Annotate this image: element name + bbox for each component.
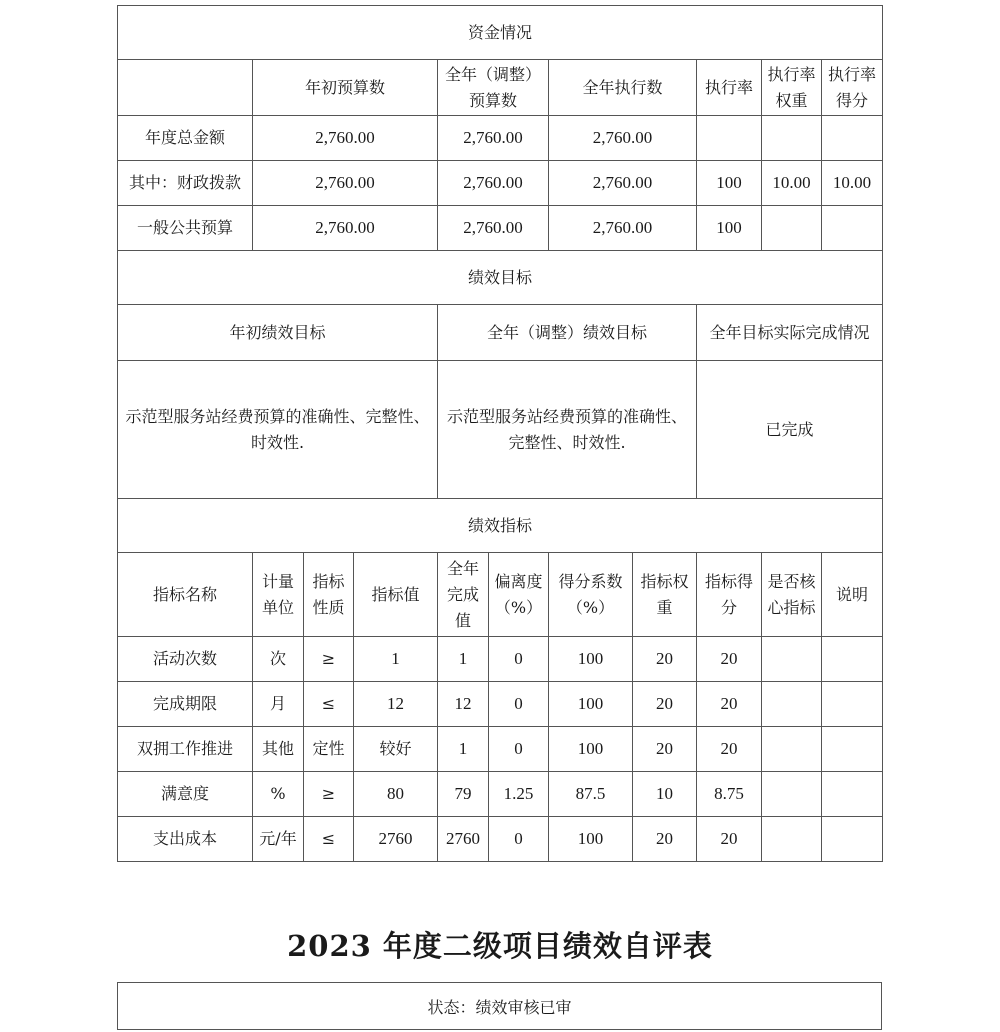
indicator-weight: 20 — [633, 682, 697, 727]
indicator-unit: 次 — [253, 637, 304, 682]
indicator-name: 活动次数 — [118, 637, 253, 682]
indicator-nature: ≥ — [304, 772, 354, 817]
table-row — [118, 817, 883, 862]
indicator-header: 指标值 — [354, 553, 438, 637]
funds-adjusted: 2,760.00 — [438, 116, 549, 161]
funds-executed: 2,760.00 — [549, 161, 697, 206]
indicator-target: 12 — [354, 682, 438, 727]
funds-weight — [762, 206, 822, 251]
funds-weight — [762, 116, 822, 161]
table-row — [118, 772, 883, 817]
indicator-score: 20 — [697, 817, 762, 862]
funds-header-executed: 全年执行数 — [549, 60, 697, 116]
indicator-core — [762, 772, 822, 817]
indicator-unit: 月 — [253, 682, 304, 727]
indicator-weight: 20 — [633, 637, 697, 682]
indicator-nature: ≤ — [304, 682, 354, 727]
indicator-score: 20 — [697, 637, 762, 682]
funds-header-score: 执行率得分 — [822, 60, 883, 116]
indicator-unit: 其他 — [253, 727, 304, 772]
funds-score — [822, 206, 883, 251]
indicator-note — [822, 727, 883, 772]
indicator-note — [822, 682, 883, 727]
adjusted-goal-text: 示范型服务站经费预算的准确性、完整性、时效性. — [438, 361, 697, 499]
indicator-deviation: 0 — [489, 682, 549, 727]
indicator-actual: 1 — [438, 637, 489, 682]
document-title: 2023 年度二级项目绩效自评表 — [287, 929, 713, 963]
funds-weight: 10.00 — [762, 161, 822, 206]
goal-completion-text: 已完成 — [697, 361, 883, 499]
indicator-actual: 2760 — [438, 817, 489, 862]
indicator-core — [762, 727, 822, 772]
indicator-note — [822, 817, 883, 862]
funds-row — [118, 206, 883, 251]
indicator-weight: 20 — [633, 817, 697, 862]
funds-score — [822, 116, 883, 161]
indicator-deviation: 0 — [489, 637, 549, 682]
indicator-score: 20 — [697, 682, 762, 727]
indicator-nature: 定性 — [304, 727, 354, 772]
indicator-note — [822, 637, 883, 682]
goals-header-adjusted: 全年（调整）绩效目标 — [438, 305, 697, 361]
indicator-header: 说明 — [822, 553, 883, 637]
indicator-actual: 79 — [438, 772, 489, 817]
indicator-unit: % — [253, 772, 304, 817]
table-row — [118, 682, 883, 727]
goals-header-initial: 年初绩效目标 — [118, 305, 438, 361]
indicator-core — [762, 682, 822, 727]
funds-row-label: 其中：财政拨款 — [118, 161, 253, 206]
funds-adjusted: 2,760.00 — [438, 206, 549, 251]
funds-row-label: 一般公共预算 — [118, 206, 253, 251]
indicator-header: 指标得分 — [697, 553, 762, 637]
funds-executed: 2,760.00 — [549, 206, 697, 251]
indicators-header-row — [118, 553, 883, 637]
indicator-header: 指标性质 — [304, 553, 354, 637]
indicator-name: 满意度 — [118, 772, 253, 817]
funds-rate: 100 — [697, 206, 762, 251]
indicator-target: 2760 — [354, 817, 438, 862]
indicator-name: 完成期限 — [118, 682, 253, 727]
indicator-header: 指标权重 — [633, 553, 697, 637]
goals-header-completion: 全年目标实际完成情况 — [697, 305, 883, 361]
indicator-deviation: 1.25 — [489, 772, 549, 817]
funds-row — [118, 116, 883, 161]
funds-rate: 100 — [697, 161, 762, 206]
indicator-coef: 100 — [549, 682, 633, 727]
performance-table — [117, 5, 883, 862]
indicator-target: 80 — [354, 772, 438, 817]
indicator-header: 全年完成值 — [438, 553, 489, 637]
funds-section-title: 资金情况 — [118, 6, 883, 60]
indicator-target: 较好 — [354, 727, 438, 772]
funds-initial: 2,760.00 — [253, 161, 438, 206]
status-text: 状态：绩效审核已审 — [118, 983, 882, 1030]
funds-adjusted: 2,760.00 — [438, 161, 549, 206]
indicator-header: 偏离度（%） — [489, 553, 549, 637]
indicator-score: 8.75 — [697, 772, 762, 817]
funds-header-adjusted: 全年（调整）预算数 — [438, 60, 549, 116]
funds-header-weight: 执行率权重 — [762, 60, 822, 116]
table-row — [118, 637, 883, 682]
indicator-coef: 87.5 — [549, 772, 633, 817]
indicator-score: 20 — [697, 727, 762, 772]
funds-initial: 2,760.00 — [253, 116, 438, 161]
funds-row-label: 年度总金额 — [118, 116, 253, 161]
indicator-coef: 100 — [549, 817, 633, 862]
funds-initial: 2,760.00 — [253, 206, 438, 251]
indicator-target: 1 — [354, 637, 438, 682]
indicators-section-title: 绩效指标 — [118, 499, 883, 553]
indicator-unit: 元/年 — [253, 817, 304, 862]
indicator-coef: 100 — [549, 727, 633, 772]
status-table — [117, 982, 882, 1030]
indicator-name: 支出成本 — [118, 817, 253, 862]
funds-rate — [697, 116, 762, 161]
indicator-weight: 20 — [633, 727, 697, 772]
indicator-note — [822, 772, 883, 817]
initial-goal-text: 示范型服务站经费预算的准确性、完整性、时效性. — [118, 361, 438, 499]
indicator-core — [762, 637, 822, 682]
indicator-core — [762, 817, 822, 862]
funds-header-blank — [118, 60, 253, 116]
indicator-weight: 10 — [633, 772, 697, 817]
indicator-deviation: 0 — [489, 727, 549, 772]
indicator-actual: 1 — [438, 727, 489, 772]
indicator-actual: 12 — [438, 682, 489, 727]
goals-section-title: 绩效目标 — [118, 251, 883, 305]
indicator-nature: ≤ — [304, 817, 354, 862]
indicator-deviation: 0 — [489, 817, 549, 862]
funds-row — [118, 161, 883, 206]
indicator-header: 指标名称 — [118, 553, 253, 637]
indicator-header: 计量单位 — [253, 553, 304, 637]
funds-header-initial: 年初预算数 — [253, 60, 438, 116]
indicator-header: 得分系数（%） — [549, 553, 633, 637]
funds-executed: 2,760.00 — [549, 116, 697, 161]
table-row — [118, 727, 883, 772]
indicator-name: 双拥工作推进 — [118, 727, 253, 772]
indicator-coef: 100 — [549, 637, 633, 682]
indicator-header: 是否核心指标 — [762, 553, 822, 637]
indicator-nature: ≥ — [304, 637, 354, 682]
funds-header-rate: 执行率 — [697, 60, 762, 116]
funds-score: 10.00 — [822, 161, 883, 206]
